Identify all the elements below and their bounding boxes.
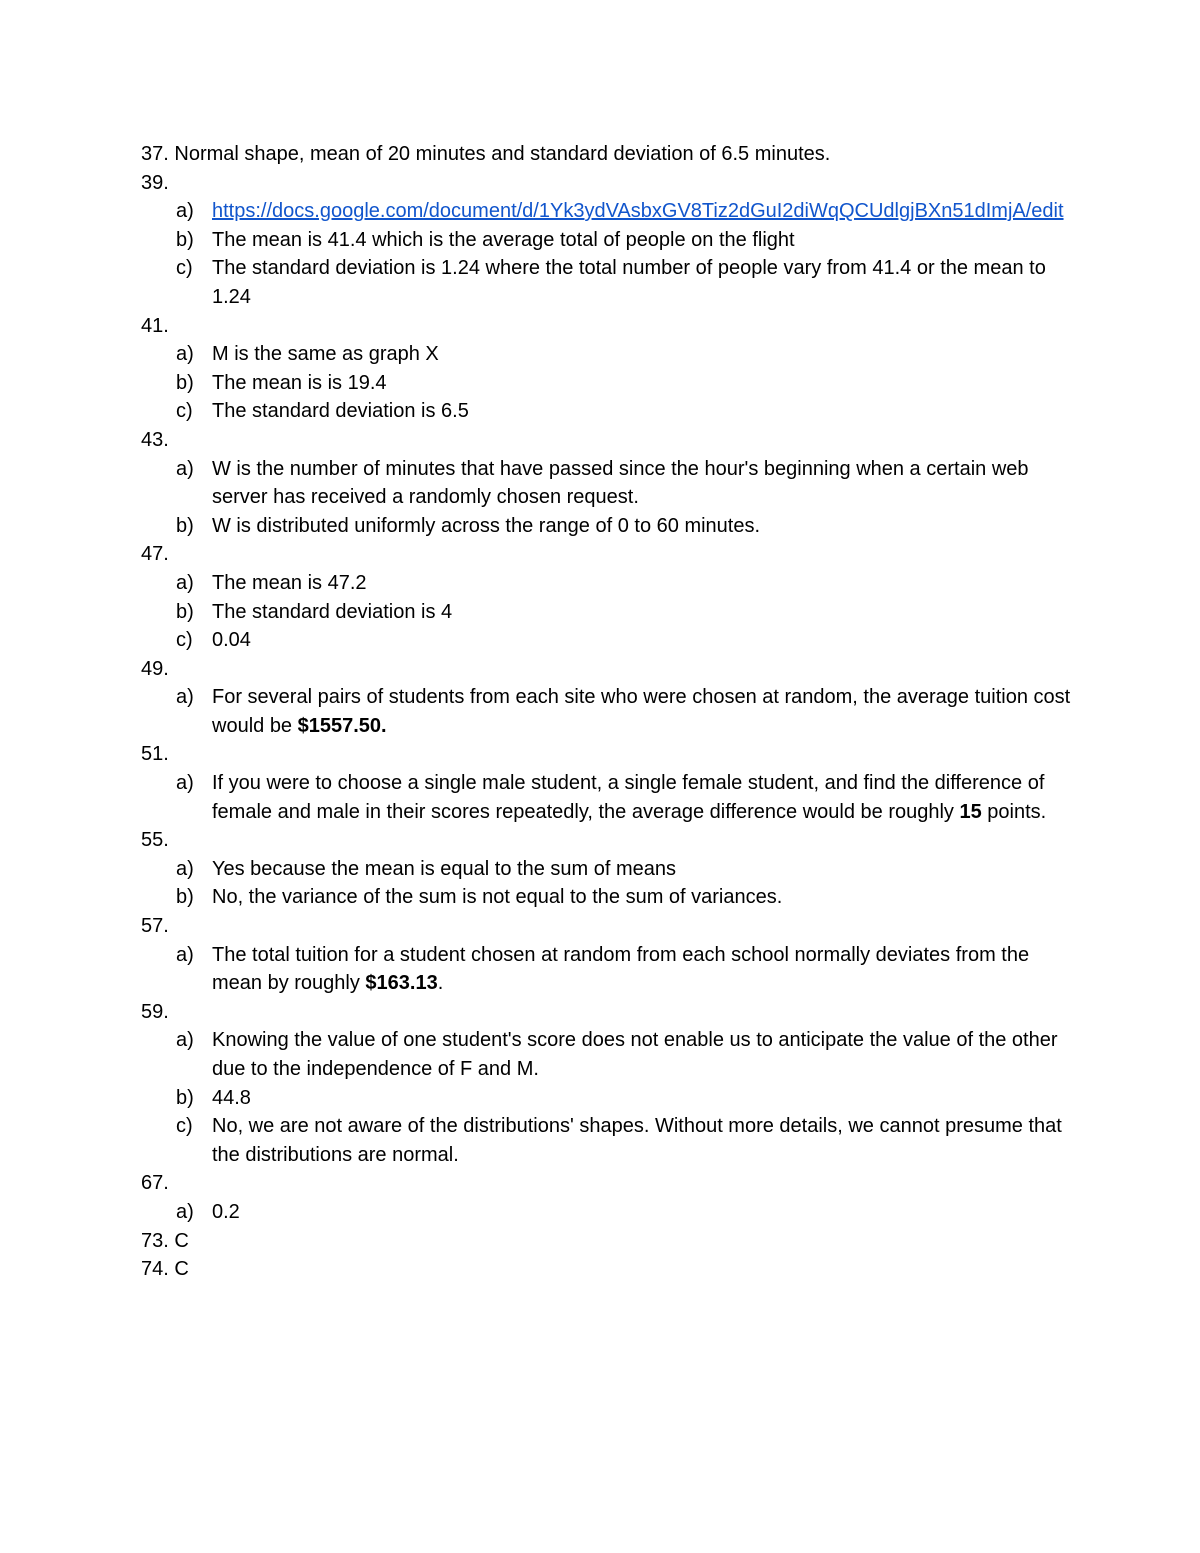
question-block (141, 140, 1071, 169)
question-block (141, 740, 1071, 826)
google-doc-link[interactable]: https://docs.google.com/document/d/1Yk3ydVAsbxGV8Tiz2dGuI2diWqQCUdlgjBXn51dImjA/edit (212, 200, 1064, 223)
sub-answer-label: b) (176, 371, 194, 394)
question-line (141, 169, 1071, 198)
sub-answer-label: c) (176, 629, 193, 652)
question-number: 49. (141, 657, 169, 680)
sub-answer-text (212, 941, 1071, 998)
question-answer: C (174, 1229, 189, 1252)
question-number: 59. (141, 1000, 169, 1023)
question-line (141, 312, 1071, 341)
sub-answer (141, 254, 1071, 311)
question-number: 67. (141, 1172, 169, 1195)
sub-answer-text: W is distributed uniformly across the range of 0 to 60 minutes. (212, 514, 761, 537)
sub-answer-text (212, 197, 1071, 226)
question-line (141, 1227, 1071, 1256)
sub-answer-label: a) (176, 772, 194, 795)
sub-answer-text: Knowing the value of one student's score does not enable us to anticipate the value of the other due to the independence of F and M. (212, 1029, 1058, 1080)
sub-answer-label: a) (176, 1200, 194, 1223)
sub-answer-text: Yes because the mean is equal to the sum of means (212, 857, 676, 880)
sub-answer (141, 512, 1071, 541)
question-line (141, 826, 1071, 855)
sub-answer (141, 769, 1071, 826)
question-line (141, 998, 1071, 1027)
sub-answer (141, 941, 1071, 998)
sub-answer (141, 455, 1071, 512)
sub-answer-text: The standard deviation is 4 (212, 600, 453, 623)
question-line (141, 426, 1071, 455)
question-number: 74. (141, 1258, 169, 1281)
sub-answer-label: c) (176, 400, 193, 423)
sub-answer-label: c) (176, 1115, 193, 1138)
sub-answer (141, 1084, 1071, 1113)
question-line (141, 140, 1071, 169)
sub-answer-label: a) (176, 343, 194, 366)
question-number: 37. (141, 143, 169, 165)
question-line (141, 540, 1071, 569)
question-block (141, 540, 1071, 654)
sub-answer (141, 626, 1071, 655)
answer-text-end: points. (981, 800, 1047, 823)
sub-answer-label: a) (176, 457, 194, 480)
question-block (141, 1169, 1071, 1226)
answer-text-start: For several pairs of students from each site who were chosen at random, the average tuition cost would be (212, 686, 1071, 737)
question-line (141, 740, 1071, 769)
question-answer: C (174, 1258, 189, 1281)
sub-answer (141, 340, 1071, 369)
sub-answer-label: b) (176, 228, 194, 251)
sub-answer (141, 397, 1071, 426)
sub-answer-text: The standard deviation is 1.24 where the total number of people vary from 41.4 or the mean to 1.24 (212, 257, 1046, 308)
sub-answer-text (212, 769, 1071, 826)
answer-highlight-value: 15 (959, 800, 982, 823)
question-number: 43. (141, 428, 169, 451)
question-line (141, 912, 1071, 941)
question-line (141, 655, 1071, 684)
answer-text-start: The total tuition for a student chosen at random from each school normally deviates from the mean by roughly (212, 943, 1030, 995)
sub-answer (141, 569, 1071, 598)
sub-answer-label: a) (176, 571, 194, 594)
sub-answer-text: 0.04 (212, 629, 251, 652)
sub-answer-text: M is the same as graph X (212, 343, 439, 366)
question-number: 39. (141, 171, 169, 194)
sub-answer (141, 598, 1071, 627)
question-line (141, 1255, 1071, 1284)
answer-list (141, 140, 1071, 1284)
sub-answer-label: b) (176, 514, 194, 537)
sub-answer-text: 44.8 (212, 1086, 251, 1109)
sub-answer-label: a) (176, 1029, 194, 1052)
question-block (141, 169, 1071, 312)
sub-answer (141, 1112, 1071, 1169)
question-block (141, 826, 1071, 912)
question-block (141, 312, 1071, 426)
sub-answer-label: a) (176, 857, 194, 880)
sub-answer-text: W is the number of minutes that have passed since the hour's beginning when a certain web server has received a randomly chosen request. (212, 457, 1029, 509)
question-block (141, 998, 1071, 1170)
question-block (141, 1255, 1071, 1284)
sub-answer (141, 683, 1071, 740)
sub-answer-label: a) (176, 200, 194, 223)
question-block (141, 655, 1071, 741)
sub-answer-label: b) (176, 886, 194, 909)
sub-answer-label: a) (176, 686, 194, 709)
sub-answer-text: The mean is is 19.4 (212, 371, 387, 394)
sub-answer-text: The standard deviation is 6.5 (212, 400, 469, 423)
sub-answer (141, 197, 1071, 226)
sub-answer-text: No, we are not aware of the distributions' shapes. Without more details, we cannot presume that the distributions are normal. (212, 1115, 1062, 1166)
sub-answer-text (212, 683, 1071, 740)
answer-text-end: . (437, 972, 444, 995)
sub-answer-label: c) (176, 257, 193, 280)
sub-answer (141, 883, 1071, 912)
question-number: 55. (141, 829, 169, 852)
answer-highlight-value: $163.13 (365, 972, 438, 995)
sub-answer-text: The mean is 47.2 (212, 571, 367, 594)
sub-answer-text: No, the variance of the sum is not equal to the sum of variances. (212, 886, 783, 909)
sub-answer (141, 226, 1071, 255)
sub-answer-text: 0.2 (212, 1200, 240, 1223)
question-number: 51. (141, 743, 169, 766)
sub-answer (141, 1026, 1071, 1083)
sub-answer (141, 1198, 1071, 1227)
question-answer: Normal shape, mean of 20 minutes and standard deviation of 6.5 minutes. (174, 143, 831, 165)
question-block (141, 426, 1071, 540)
question-number: 57. (141, 915, 169, 938)
question-block (141, 912, 1071, 998)
sub-answer-label: b) (176, 1086, 194, 1109)
question-number: 73. (141, 1229, 169, 1252)
question-line (141, 1169, 1071, 1198)
sub-answer (141, 855, 1071, 884)
sub-answer (141, 369, 1071, 398)
question-number: 47. (141, 543, 169, 566)
answer-highlight-value: $1557.50. (297, 714, 387, 737)
question-number: 41. (141, 314, 169, 337)
answer-text-start: If you were to choose a single male student, a single female student, and find the difference of female and male in their scores repeatedly, the average difference would be roughly (212, 772, 1045, 823)
sub-answer-label: a) (176, 943, 194, 966)
sub-answer-label: b) (176, 600, 194, 623)
question-block (141, 1227, 1071, 1256)
sub-answer-text: The mean is 41.4 which is the average total of people on the flight (212, 228, 795, 251)
